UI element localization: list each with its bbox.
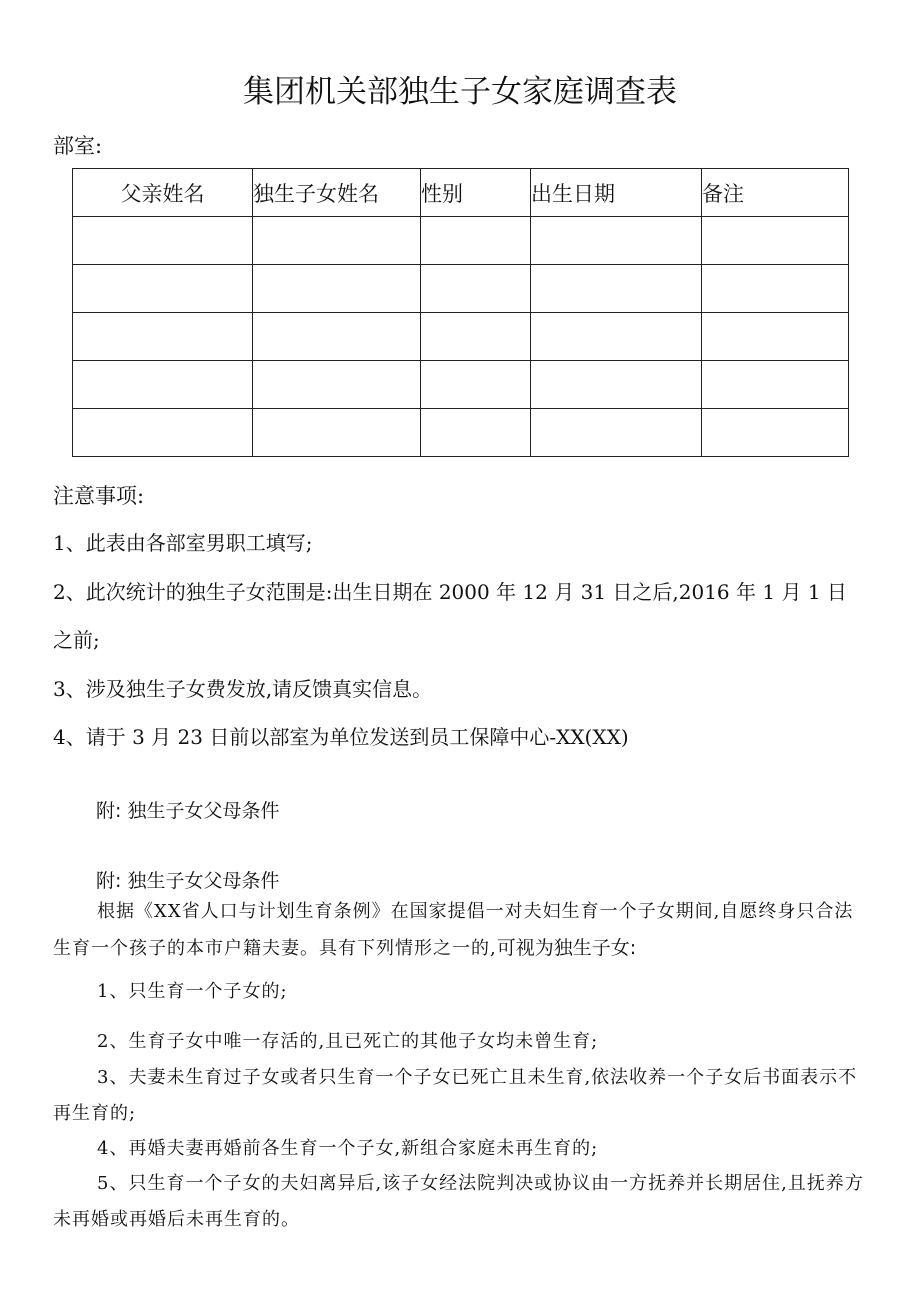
cell-father-name[interactable]: [73, 409, 253, 457]
note-item-3: 3、涉及独生子女费发放,请反馈真实信息。: [53, 677, 433, 701]
cell-gender[interactable]: [421, 361, 531, 409]
note-item-2: 2、此次统计的独生子女范围是:出生日期在 2000 年 12 月 31 日之后,2016 年 1 月 1 日之前;: [53, 580, 847, 652]
cell-father-name[interactable]: [73, 217, 253, 265]
cell-child-name[interactable]: [253, 313, 421, 361]
cell-remarks[interactable]: [702, 409, 849, 457]
cell-remarks[interactable]: [702, 265, 849, 313]
condition-item-2: 2、生育子女中唯一存活的,且已死亡的其他子女均未曾生育;: [97, 1031, 599, 1052]
condition-item-1: 1、只生育一个子女的;: [97, 981, 288, 1002]
cell-father-name[interactable]: [73, 313, 253, 361]
cell-gender[interactable]: [421, 313, 531, 361]
cell-gender[interactable]: [421, 409, 531, 457]
cell-remarks[interactable]: [702, 217, 849, 265]
header-child-name: 独生子女姓名: [253, 169, 421, 217]
table-header-row: [73, 169, 849, 217]
department-label: 部室:: [53, 134, 103, 158]
header-father-name: 父亲姓名: [73, 169, 253, 217]
cell-child-name[interactable]: [253, 409, 421, 457]
note-item-1: 1、此表由各部室男职工填写;: [53, 531, 313, 555]
cell-gender[interactable]: [421, 265, 531, 313]
survey-table: [72, 168, 849, 457]
cell-remarks[interactable]: [702, 313, 849, 361]
header-gender: 性别: [421, 169, 531, 217]
notes-heading: 注意事项:: [53, 484, 145, 508]
cell-birth-date[interactable]: [531, 313, 702, 361]
appendix-title-repeat: 附: 独生子女父母条件: [96, 870, 280, 892]
table-row: [73, 217, 849, 265]
cell-remarks[interactable]: [702, 361, 849, 409]
cell-father-name[interactable]: [73, 265, 253, 313]
cell-father-name[interactable]: [73, 361, 253, 409]
appendix-intro: [53, 894, 865, 967]
cell-birth-date[interactable]: [531, 265, 702, 313]
appendix-title: 附: 独生子女父母条件: [96, 800, 280, 822]
condition-item-5: 5、只生育一个子女的夫妇离异后,该子女经法院判决或协议由一方抚养并长期居住,且抚养方未再婚或再婚后未再生育的。: [53, 1173, 864, 1230]
condition-item-3: 3、夫妻未生育过子女或者只生育一个子女已死亡且未生育,依法收养一个子女后书面表示不再生育的;: [53, 1067, 858, 1124]
cell-birth-date[interactable]: [531, 409, 702, 457]
note-item-4: 4、请于 3 月 23 日前以部室为单位发送到员工保障中心-XX(XX): [53, 725, 629, 749]
table-row: [73, 361, 849, 409]
appendix-intro-text: 根据《XX省人口与计划生育条例》在国家提倡一对夫妇生育一个子女期间,自愿终身只合法生育一个孩子的本市户籍夫妻。具有下列情形之一的,: [53, 901, 854, 959]
header-remarks: 备注: [702, 169, 849, 217]
header-birth-date: 出生日期: [531, 169, 702, 217]
table-row: [73, 409, 849, 457]
table-row: [73, 313, 849, 361]
page-title: 集团机关部独生子女家庭调查表: [243, 74, 677, 110]
table-row: [73, 265, 849, 313]
cell-child-name[interactable]: [253, 265, 421, 313]
condition-item-4: 4、再婚夫妻再婚前各生育一个子女,新组合家庭未再生育的;: [97, 1138, 599, 1159]
cell-gender[interactable]: [421, 217, 531, 265]
cell-birth-date[interactable]: [531, 217, 702, 265]
cell-child-name[interactable]: [253, 217, 421, 265]
cell-birth-date[interactable]: [531, 361, 702, 409]
appendix-intro-tail: 可视为独生子女:: [496, 937, 637, 959]
cell-child-name[interactable]: [253, 361, 421, 409]
